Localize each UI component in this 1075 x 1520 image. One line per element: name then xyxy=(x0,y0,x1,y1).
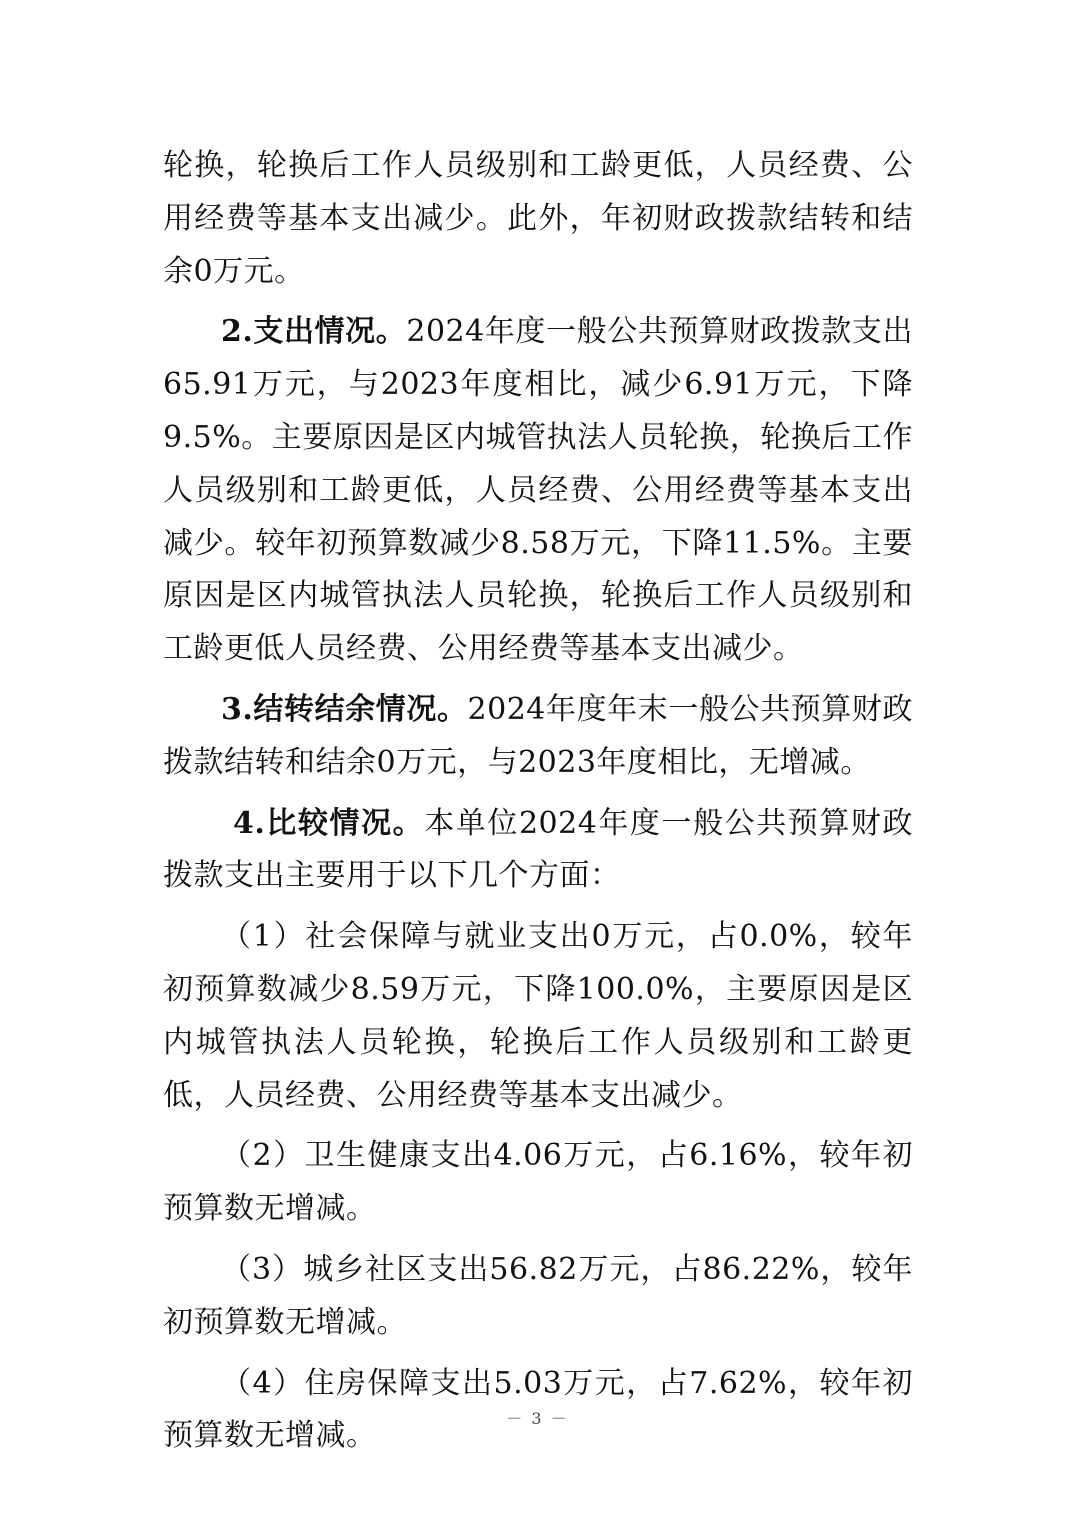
page-number: － 3 － xyxy=(506,1409,569,1428)
paragraph-text: （1）社会保障与就业支出0万元，占0.0%，较年初预算数减少8.59万元，下降100.0%，主要原因是区内城管执法人员轮换，轮换后工作人员级别和工龄更低，人员经费、公用经费等基本支出减少。 xyxy=(163,919,913,1113)
paragraph-text: 2024年度年末一般公共预算财政拨款结转和结余0万元，与2023年度相比，无增减。 xyxy=(163,691,913,780)
paragraph-carryover xyxy=(163,684,913,790)
document-body xyxy=(163,140,913,1463)
paragraph-text: （3）城乡社区支出56.82万元，占86.22%，较年初预算数无增减。 xyxy=(163,1251,913,1340)
paragraph-text: 2024年度一般公共预算财政拨款支出65.91万元，与2023年度相比，减少6.91万元，下降9.5%。主要原因是区内城管执法人员轮换，轮换后工作人员级别和工龄更低，人员经费、公用经费等基本支出减少。较年初预算数减少8.58万元，下降11.5%。主要原因是区内城管执法人员轮换，轮换后工作人员级别和工龄更低人员经费、公用经费等基本支出减少。 xyxy=(163,314,913,667)
list-item-health xyxy=(163,1130,913,1236)
paragraph-expenditure xyxy=(163,306,913,676)
list-item-social-security xyxy=(163,911,913,1122)
section-heading-comparison: 4.比较情况。 xyxy=(233,805,425,841)
paragraph-text: 轮换，轮换后工作人员级别和工龄更低，人员经费、公用经费等基本支出减少。此外，年初财政拨款结转和结余0万元。 xyxy=(163,148,913,289)
paragraph-comparison xyxy=(163,798,913,904)
section-heading-expenditure: 2.支出情况。 xyxy=(221,314,407,350)
section-heading-carryover: 3.结转结余情况。 xyxy=(221,691,468,727)
paragraph-text: （2）卫生健康支出4.06万元，占6.16%，较年初预算数无增减。 xyxy=(163,1138,913,1227)
paragraph-text: 本单位2024年度一般公共预算财政拨款支出主要用于以下几个方面： xyxy=(163,805,913,894)
list-item-urban-rural xyxy=(163,1244,913,1350)
paragraph-continuation xyxy=(163,140,913,298)
paragraph-text: （4）住房保障支出5.03万元，占7.62%，较年初预算数无增减。 xyxy=(163,1365,913,1454)
